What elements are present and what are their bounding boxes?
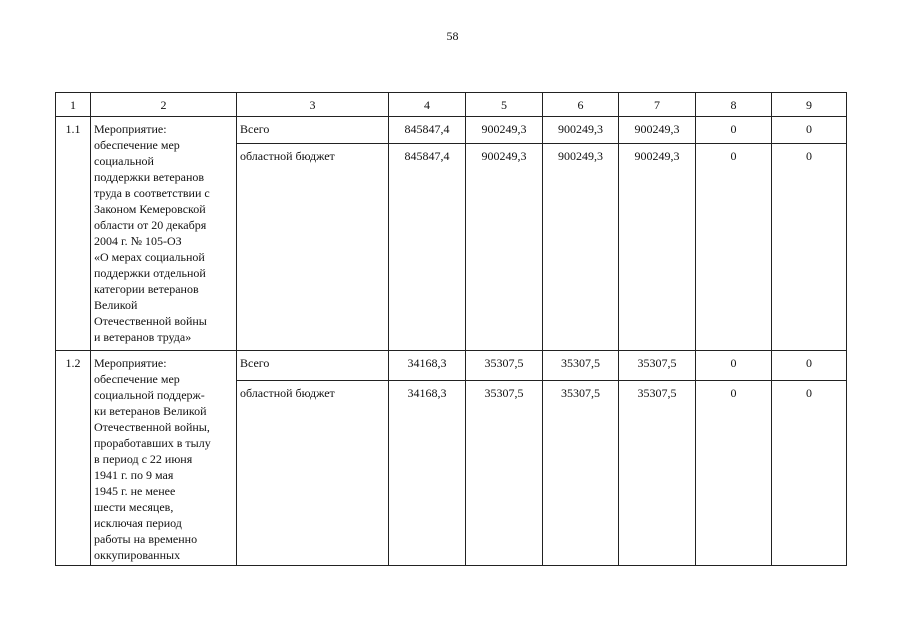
column-number: 5: [466, 93, 543, 117]
value-cell: 0: [696, 117, 772, 144]
description-line: 1945 г. не менее: [94, 484, 176, 498]
description-line: Мероприятие:: [94, 122, 167, 136]
description-line: обеспечение мер: [94, 372, 180, 386]
description-line: категории ветеранов: [94, 282, 199, 296]
column-number-row: [56, 93, 847, 117]
item-code: 1.1: [56, 117, 91, 351]
description-line: 2004 г. № 105-ОЗ: [94, 234, 182, 248]
column-number: 8: [696, 93, 772, 117]
value-cell: 35307,5: [466, 351, 543, 381]
value-cell: 0: [772, 117, 847, 144]
value-cell: 0: [772, 380, 847, 565]
description-line: поддержки отдельной: [94, 266, 206, 280]
description-line: проработавших в тылу: [94, 436, 211, 450]
column-number: 3: [237, 93, 389, 117]
value-cell: 900249,3: [466, 117, 543, 144]
value-cell: 0: [772, 144, 847, 351]
description-line: социальной: [94, 154, 154, 168]
description-line: Великой: [94, 298, 138, 312]
item-code: 1.2: [56, 351, 91, 566]
value-cell: 35307,5: [619, 380, 696, 565]
column-number: 4: [389, 93, 466, 117]
value-cell: 34168,3: [389, 351, 466, 381]
value-cell: 34168,3: [389, 380, 466, 565]
column-number: 6: [543, 93, 619, 117]
value-cell: 845847,4: [389, 117, 466, 144]
value-cell: 0: [696, 351, 772, 381]
column-number: 2: [91, 93, 237, 117]
value-cell: 35307,5: [619, 351, 696, 381]
item-description: [91, 117, 237, 351]
value-cell: 0: [696, 380, 772, 565]
budget-table: [55, 92, 847, 566]
description-line: 1941 г. по 9 мая: [94, 468, 174, 482]
value-cell: 900249,3: [619, 144, 696, 351]
value-cell: 900249,3: [543, 117, 619, 144]
table-row: [56, 117, 847, 144]
description-line: Отечественной войны: [94, 314, 207, 328]
description-line: и ветеранов труда»: [94, 330, 192, 344]
description-line: социальной поддерж-: [94, 388, 205, 402]
description-line: «О мерах социальной: [94, 250, 205, 264]
page-number: 58: [446, 29, 459, 43]
column-number: 7: [619, 93, 696, 117]
value-cell: 900249,3: [543, 144, 619, 351]
description-line: оккупированных: [94, 548, 181, 562]
funding-source: Всего: [237, 117, 389, 144]
funding-source: Всего: [237, 351, 389, 381]
description-line: труда в соответствии с: [94, 186, 210, 200]
description-line: в период с 22 июня: [94, 452, 193, 466]
value-cell: 900249,3: [619, 117, 696, 144]
value-cell: 0: [772, 351, 847, 381]
column-number: 1: [56, 93, 91, 117]
funding-source: областной бюджет: [237, 380, 389, 565]
value-cell: 0: [696, 144, 772, 351]
description-line: шести месяцев,: [94, 500, 174, 514]
value-cell: 35307,5: [543, 351, 619, 381]
value-cell: 35307,5: [466, 380, 543, 565]
description-line: поддержки ветеранов: [94, 170, 205, 184]
description-line: Отечественной войны,: [94, 420, 210, 434]
column-number: 9: [772, 93, 847, 117]
description-line: Законом Кемеровской: [94, 202, 206, 216]
value-cell: 35307,5: [543, 380, 619, 565]
description-line: области от 20 декабря: [94, 218, 207, 232]
description-line: Мероприятие:: [94, 356, 167, 370]
description-line: работы на временно: [94, 532, 198, 546]
value-cell: 900249,3: [466, 144, 543, 351]
description-line: обеспечение мер: [94, 138, 180, 152]
table-row: [56, 351, 847, 381]
description-line: ки ветеранов Великой: [94, 404, 207, 418]
value-cell: 845847,4: [389, 144, 466, 351]
item-description: [91, 351, 237, 566]
description-line: исключая период: [94, 516, 182, 530]
funding-source: областной бюджет: [237, 144, 389, 351]
